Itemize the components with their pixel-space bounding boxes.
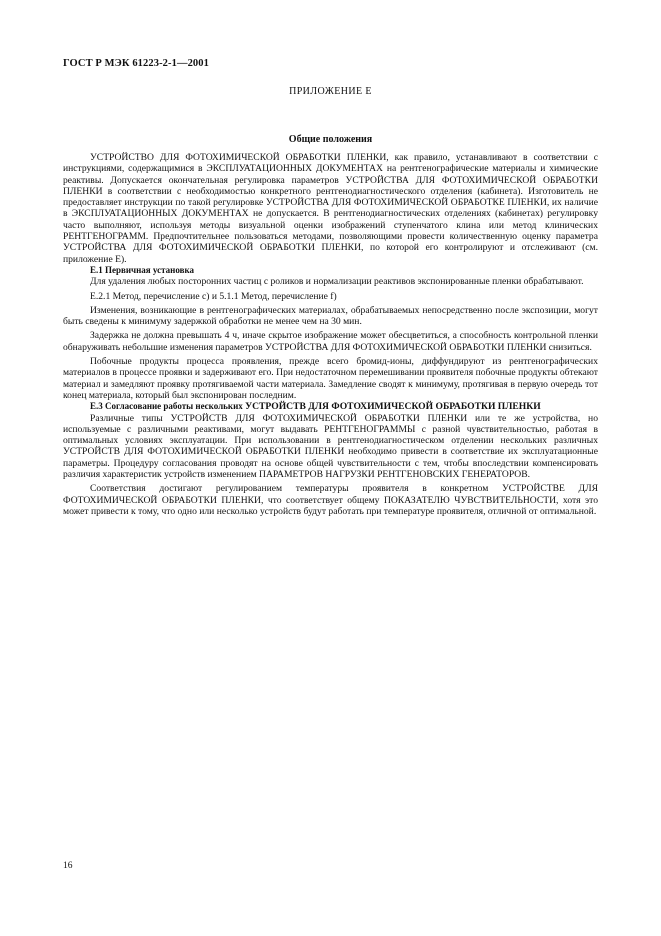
paragraph-method-ref: Е.2.1 Метод, перечисление c) и 5.1.1 Метод, перечисление f) [90, 290, 337, 302]
paragraph-cleaning: Для удаления любых посторонних частиц с роликов и нормализации реактивов экспонированные пленки обрабатывают. [90, 276, 584, 288]
page-number: 16 [63, 861, 73, 871]
section-heading-e3-caps: УСТРОЙСТВ ДЛЯ ФОТОХИМИЧЕСКОЙ ОБРАБОТКИ ПЛЕНКИ [245, 401, 541, 413]
section-heading-e3 [63, 401, 598, 412]
section-heading-e1: Е.1 Первичная установка [90, 264, 195, 275]
appendix-label: ПРИЛОЖЕНИЕ Е [289, 86, 372, 97]
paragraph-delay: Изменения, возникающие в рентгенографических материалах, обрабатываемых непосредственно после экспозиции, могут быть сведены к минимуму задержкой обработки не менее чем на 30 мин. [63, 304, 598, 328]
paragraph-byproducts: Побочные продукты процесса проявления, прежде всего бромид-ионы, диффундируют из рентгенографических материалов в процессе проявки и задерживают его. При недостаточном перемешивании проявителя побочные продукты обтекают материал и замедляют проявку протягиваемой части материала. Замедление сводят к минимуму, протягивая в первую очередь тот конец материала, который был экспонирован последним. [63, 356, 598, 401]
paragraph-intro: УСТРОЙСТВО ДЛЯ ФОТОХИМИЧЕСКОЙ ОБРАБОТКИ ПЛЕНКИ, как правило, устанавливают в соответствии с инструкциями, содержащимися в ЭКСПЛУАТАЦИОННЫХ ДОКУМЕНТАХ на рентгенографические материалы и химические реактивы. Допускается окончательная регулировка параметров УСТРОЙСТВА ДЛЯ ФОТОХИМИЧЕСКОЙ ОБРАБОТКИ ПЛЕНКИ в соответствии с необходимостью конкретного рентгенодиагностического отделения (кабинета). Изготовитель не предоставляет инструкции по такой регулировке УСТРОЙСТВА ДЛЯ ФОТОХИМИЧЕСКОЙ ОБРАБОТКЕ ПЛЕНКИ, их наличие в ЭКСПЛУАТАЦИОННЫХ ДОКУМЕНТАХ не допускается. В рентгенодиагностических отделениях (кабинетах) регулировку часто выполняют, используя методы визуальной оценки изображений ступенчатого клина или метод клинических РЕНТГЕНОГРАММ. Предпочтительнее пользоваться методами, позволяющими провести количественную оценку параметра УСТРОЙСТВА ДЛЯ ФОТОХИМИЧЕСКОЙ ОБРАБОТКИ ПЛЕНКИ, по которой его контролируют и отслеживают (см. приложение Е). [63, 152, 598, 265]
paragraph-temperature: Соответствия достигают регулированием температуры проявителя в конкретном УСТРОЙСТВЕ ДЛЯ ФОТОХИМИЧЕСКОЙ ОБРАБОТКИ ПЛЕНКИ, что соответствует общему ПОКАЗАТЕЛЮ ЧУВСТВИТЕЛЬНОСТИ, хотя это может привести к тому, что одно или несколько устройств будут работать при температуре проявителя, отличной от оптимальной. [63, 483, 598, 517]
document-header: ГОСТ Р МЭК 61223-2-1—2001 [63, 58, 209, 69]
paragraph-device-types: Различные типы УСТРОЙСТВ ДЛЯ ФОТОХИМИЧЕСКОЙ ОБРАБОТКИ ПЛЕНКИ или те же устройства, но используемые с различными реактивами, могут выдавать РЕНТГЕНОГРАММЫ с разной чувствительностью, работая в оптимальных условиях эксплуатации. При использовании в рентгенодиагностическом отделении нескольких различных УСТРОЙСТВ ДЛЯ ФОТОХИМИЧЕСКОЙ ОБРАБОТКИ ПЛЕНКИ необходимо привести в соответствие их эксплуатационные параметры. Процедуру согласования проводят на основе общей чувствительности с тем, чтобы впоследствии компенсировать различия характеристик устройств изменением ПАРАМЕТРОВ НАГРУЗКИ РЕНТГЕНОВСКИХ ГЕНЕРАТОРОВ. [63, 412, 598, 481]
document-body [63, 152, 598, 517]
section-heading-e3-prefix: Е.3 Согласование работы нескольких [90, 401, 246, 412]
paragraph-delay-limit: Задержка не должна превышать 4 ч, иначе скрытое изображение может обесцветиться, а способность контрольной пленки обнаруживать небольшие изменения параметров УСТРОЙСТВА ДЛЯ ФОТОХИМИЧЕСКОЙ ОБРАБОТКИ ПЛЕНКИ снизиться. [63, 330, 598, 353]
section-title: Общие положения [288, 134, 373, 145]
